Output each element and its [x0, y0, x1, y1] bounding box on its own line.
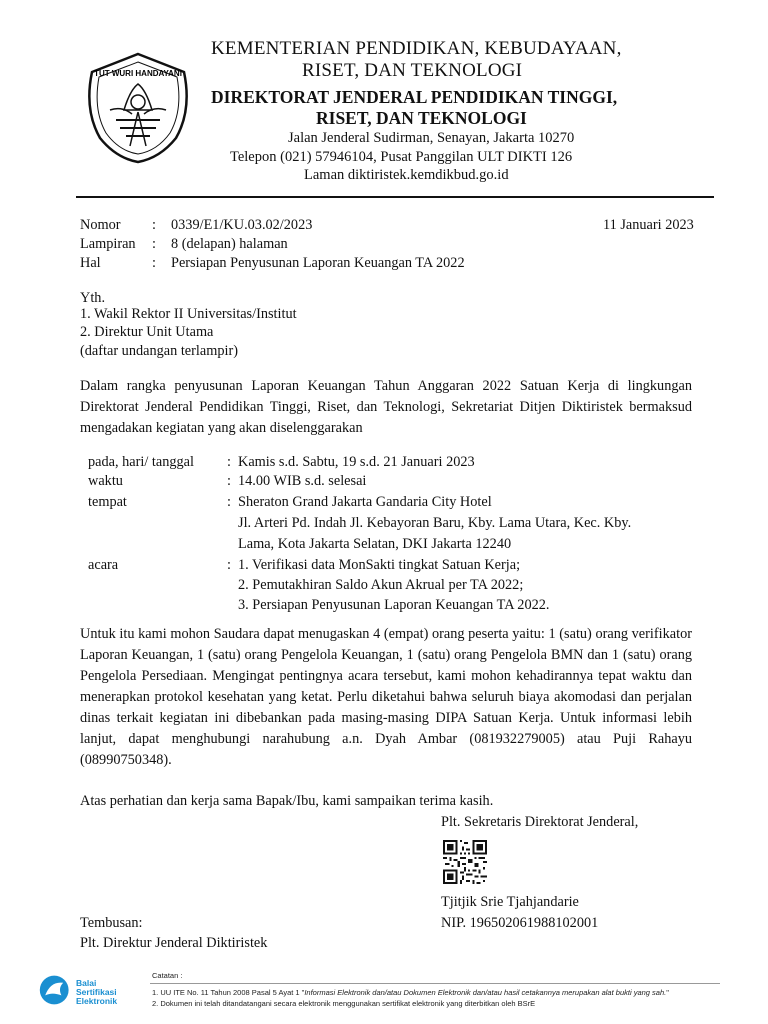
event-agenda-colon: :: [227, 557, 231, 573]
signatory-name: Tjitjik Srie Tjahjandarie: [441, 894, 579, 910]
intro-paragraph: Dalam rangka penyusunan Laporan Keuangan Tahun Anggaran 2022 Satuan Kerja di lingkungan Direktorat Jenderal Pendidikan Tinggi, Riset, dan Teknologi, Sekretariat Ditjen Diktiristek bermaksud mengadakan kegiatan yang akan diselenggarakan: [80, 378, 692, 436]
event-agenda-label: acara: [88, 557, 119, 573]
event-place-value3: Lama, Kota Jakarta Selatan, DKI Jakarta 12240: [238, 536, 512, 552]
signatory-nip: NIP. 196502061988102001: [441, 915, 599, 931]
svg-text:TUT WURI HANDAYANI: TUT WURI HANDAYANI: [94, 69, 182, 78]
hal-colon: :: [152, 255, 156, 271]
event-place-value2: Jl. Arteri Pd. Indah Jl. Kebayoran Baru, Kby. Lama Utara, Kec. Kby.: [238, 515, 632, 531]
signature-title: Plt. Sekretaris Direktorat Jenderal,: [441, 814, 639, 830]
event-time-colon: :: [227, 473, 231, 489]
footer-note2: 2. Dokumen ini telah ditandatangani secara elektronik menggunakan sertifikat elektronik yang diterbitkan oleh BSrE: [152, 999, 536, 1008]
cc-label: Tembusan:: [80, 915, 143, 931]
event-place-label: tempat: [88, 494, 127, 510]
bsre-line1: Balai: [76, 978, 97, 988]
ministry-line1: KEMENTERIAN PENDIDIKAN, KEBUDAYAAN,: [211, 38, 622, 59]
directorate-line2: RISET, DAN TEKNOLOGI: [316, 108, 527, 128]
qr-code: [443, 840, 487, 884]
footer-note1-italic: Informasi Elektronik dan/atau Dokumen Elektronik dan/atau hasil cetakannya merupakan alat bukti yang sah.: [304, 988, 667, 997]
event-place-value1: Sheraton Grand Jakarta Gandaria City Hotel: [238, 494, 492, 510]
event-agenda-1: 1. Verifikasi data MonSakti tingkat Satuan Kerja;: [238, 557, 521, 573]
header-divider: [76, 196, 714, 198]
tut-wuri-handayani-logo: [80, 50, 196, 166]
letter-date: 11 Januari 2023: [603, 217, 694, 233]
footer-note1: [152, 988, 669, 997]
body-paragraph: Untuk itu kami mohon Saudara dapat menugaskan 4 (empat) orang peserta yaitu: 1 (satu) orang verifikator Laporan Keuangan, 1 (satu) orang Pengelola Keuangan, 1 (satu) orang Pengelola BMN dan 1 (satu) orang Pengelola Persediaan. Mengingat pentingnya acara tersebut, kami mohon kehadirannya tepat waktu dan menerapkan protokol kesehatan yang ketat. Perlu diketahui bahwa seluruh biaya akomodasi dan perjalan dinas terkait kegiatan ini dibebankan pada masing-masing DIPA Satuan Kerja. Untuk informasi lebih lanjut, dapat menghubungi narahubung a.n. Dyah Ambar (081932279005) atau Puji Rahayu (08990750348).: [80, 626, 692, 768]
event-date-label: pada, hari/ tanggal: [88, 454, 194, 470]
event-time-label: waktu: [88, 473, 123, 489]
directorate-line1: DIREKTORAT JENDERAL PENDIDIKAN TINGGI,: [211, 87, 618, 107]
footer-divider: [150, 983, 720, 984]
nomor-colon: :: [152, 217, 156, 233]
lampiran-label: Lampiran: [80, 236, 136, 252]
event-place-colon: :: [227, 494, 231, 510]
hal-value: Persiapan Penyusunan Laporan Keuangan TA 2022: [171, 255, 465, 271]
nomor-label: Nomor: [80, 217, 121, 233]
recipient-2: 2. Direktur Unit Utama: [80, 324, 214, 340]
lampiran-colon: :: [152, 236, 156, 252]
address: Jalan Jenderal Sudirman, Senayan, Jakarta 10270: [288, 130, 575, 146]
recipient-note: (daftar undangan terlampir): [80, 343, 238, 359]
cc-recipient: Plt. Direktur Jenderal Diktiristek: [80, 935, 268, 951]
closing-text: Atas perhatian dan kerja sama Bapak/Ibu, kami sampaikan terima kasih.: [80, 793, 494, 809]
website: Laman diktiristek.kemdikbud.go.id: [304, 167, 509, 183]
recipient-1: 1. Wakil Rektor II Universitas/Institut: [80, 306, 297, 322]
hal-label: Hal: [80, 255, 101, 271]
bsre-line3: Elektronik: [76, 996, 118, 1006]
bsre-logo-icon: [38, 972, 74, 1008]
event-time-value: 14.00 WIB s.d. selesai: [238, 473, 367, 489]
ministry-line2: RISET, DAN TEKNOLOGI: [302, 60, 523, 81]
bsre-line2: Sertifikasi: [76, 987, 117, 997]
footer-note1-suffix: ": [666, 988, 669, 997]
footer-note1-prefix: 1. UU ITE No. 11 Tahun 2008 Pasal 5 Ayat 1 ": [152, 988, 305, 997]
event-date-value: Kamis s.d. Sabtu, 19 s.d. 21 Januari 2023: [238, 454, 475, 470]
event-agenda-3: 3. Persiapan Penyusunan Laporan Keuangan TA 2022.: [238, 597, 550, 613]
phone: Telepon (021) 57946104, Pusat Panggilan ULT DIKTI 126: [230, 149, 573, 165]
lampiran-value: 8 (delapan) halaman: [171, 236, 288, 252]
event-date-colon: :: [227, 454, 231, 470]
recipient-yth: Yth.: [80, 290, 106, 306]
nomor-value: 0339/E1/KU.03.02/2023: [171, 217, 313, 233]
event-agenda-2: 2. Pemutakhiran Saldo Akun Akrual per TA 2022;: [238, 577, 524, 593]
footer-catatan: Catatan :: [152, 971, 183, 980]
